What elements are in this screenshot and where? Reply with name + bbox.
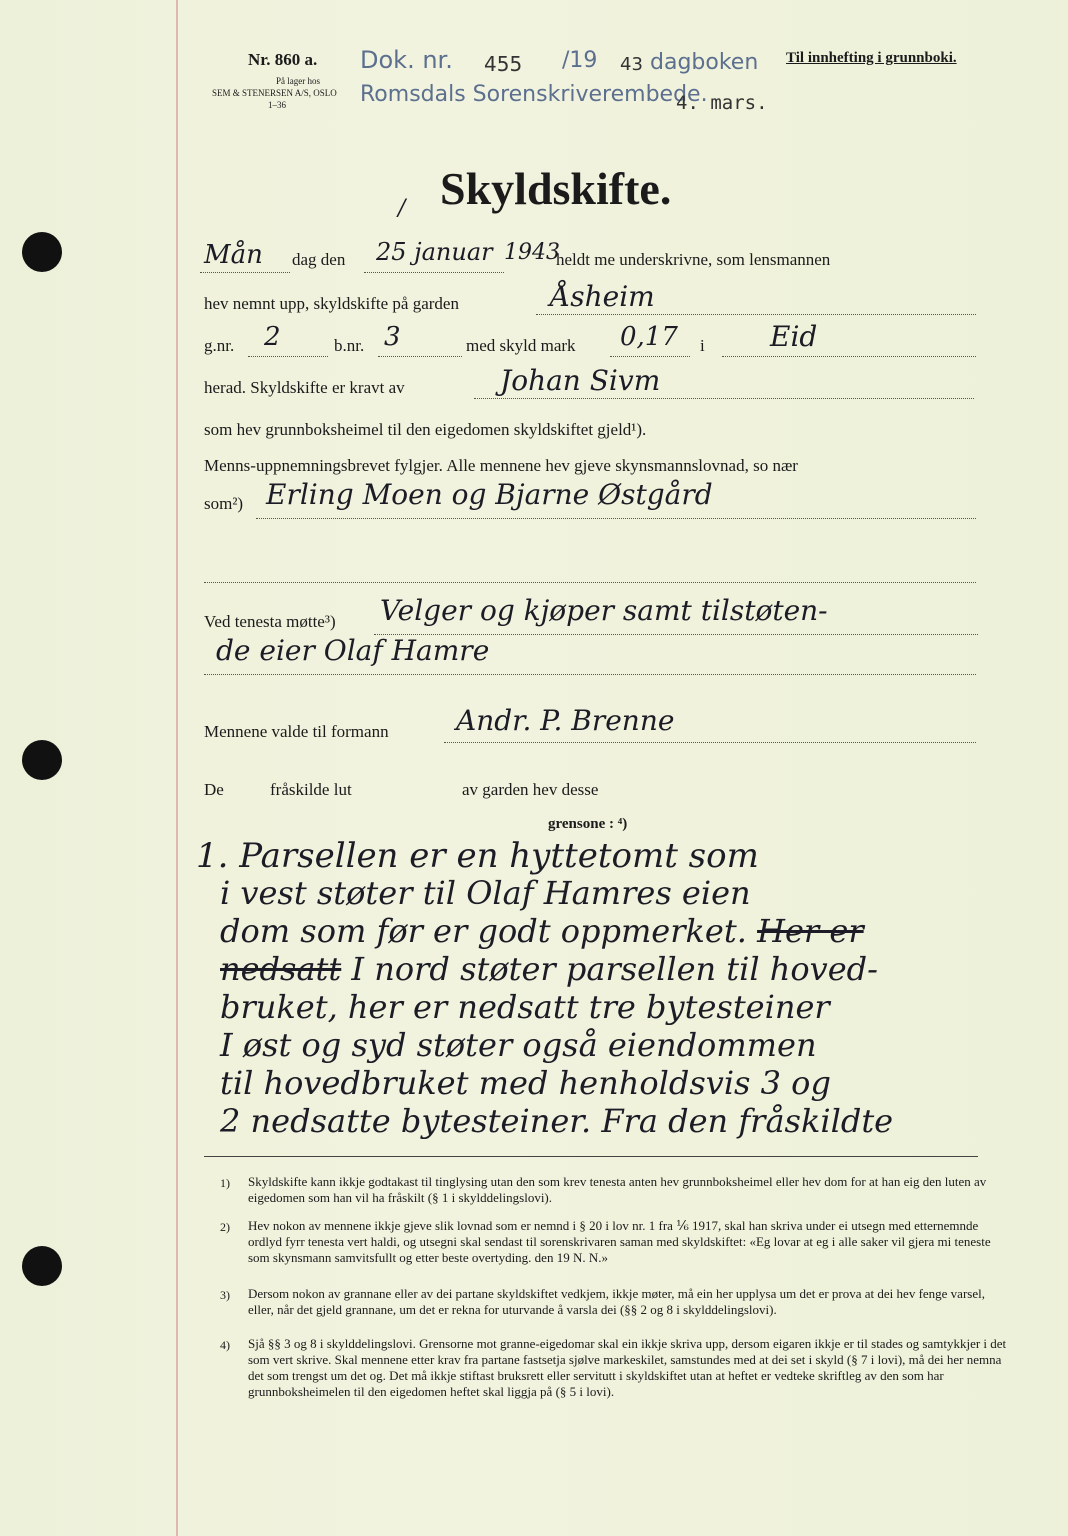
bnr-handwritten: 3 [384,322,401,352]
punch-hole-middle [22,740,62,780]
body-line-4-text: I nord støter parsellen til hoved- [351,950,878,988]
skyld-label: med skyld mark [466,336,576,355]
row2-label: hev nemnt upp, skyldskifte på garden [204,294,459,313]
top-right-note: Til innhefting i grunnboki. [786,50,957,66]
bnr-label: b.nr. [334,336,365,355]
body-line-8: 2 nedsatte bytesteiner. Fra den fråskildte [220,1102,894,1140]
footnote-divider [204,1156,978,1157]
mark-handwritten: 0,17 [620,322,678,352]
footnote-3-number: 3) [220,1288,230,1302]
row1-label2: heldt me underskrivne, som lensmannen [556,250,831,269]
footnote-1-number: 1) [220,1176,230,1190]
stamp-dok-number: 455 [484,52,523,76]
footnote-4-text: Sjå §§ 3 og 8 i skylddelingslovi. Grensorne mot granne-eigedomar skal ein ikkje skriva upp, dersom eigaren ikkje er til stades og samtykkjer i det som vert skrive. Skal mennene etter krav fra partane fastsetja sjølve markeskilet, samstundes med at dei set i skyld (§ 7 i lovi), må dei her nemna det som trengst um det og. Det må ikkje stiftast bruksrett eller servitutt i skyldskiftet utan at heftet er vedteke skriftleg av den som har grunnboksheimelen til den eigedomen heftet skal liggja på (§ 5 i lovi). [248,1336,1007,1399]
body-line-6: I øst og syd støter også eiendommen [220,1026,817,1064]
gnr-handwritten: 2 [264,322,281,352]
handwritten-mark: / [398,196,406,221]
attended-handwritten-1: Velger og kjøper samt tilstøten- [380,594,828,627]
gnr-label: g.nr. [204,336,235,355]
stamp-year: 43 [620,54,643,75]
body-line-3-struck: Her er [757,912,864,950]
body-line-3-text: dom som før er godt oppmerket. [220,912,747,950]
body-line-7: til hovedbruket med henholdsvis 3 og [220,1064,831,1102]
row10-label3: av garden hev desse [462,780,599,799]
row8-label: Ved tenesta møtte³) [204,612,336,631]
stamp-dok-label: Dok. nr. [360,46,453,74]
i-label: i [700,336,705,355]
row7-label: som²) [204,494,244,513]
footnote-2-number: 2) [220,1220,230,1234]
body-line-2: i vest støter til Olaf Hamres eien [220,874,751,912]
publisher-line3: 1–36 [268,100,286,110]
footnote-1-text: Skyldskifte kann ikkje godtakast til tinglysing utan den som krev tenesta anten hev grunnboksheimel eller hev dom for at han eig den luten av eigedomen som han vil ha fråskilt (§ 1 i skylddelingslovi). [248,1174,987,1205]
date-handwritten: 25 januar [376,238,493,266]
row1-label1: dag den [292,250,346,269]
farm-handwritten: Åsheim [550,280,655,313]
stamp-year-prefix: /19 [562,48,598,73]
footnote-4-number: 4) [220,1338,230,1352]
body-line-4 [220,950,878,988]
year-handwritten: 1943 [504,240,560,265]
footnote-2-text: Hev nokon av mennene ikkje gjeve slik lovnad som er nemnd i § 20 i lov nr. 1 fra ⅙ 1917, skal han skriva under ei utsegn med etternemnde ordlyd fyrr tenesta vert haldi, og utsegni skal sendast til sorenskrivaren saman med skyldskiftet: «Eg lovar at eg i alle saker vil gjera mi teneste som skynsmann samvitsfullt og etter beste overtyding. den 19 N. N.» [248,1218,991,1265]
publisher-line2: SEM & STENERSEN A/S, OSLO [212,88,337,98]
weekday-handwritten: Mån [204,240,263,270]
publisher-line1: På lager hos [276,76,320,86]
body-line-5: bruket, her er nedsatt tre bytesteiner [220,988,830,1026]
stamp-dagbok: dagboken [650,50,759,75]
place-handwritten: Eid [770,320,818,353]
row6-text: Menns-uppnemningsbrevet fylgjer. Alle mennene hev gjeve skynsmannslovnad, so nær [204,456,798,475]
requester-handwritten: Johan Sivm [500,364,661,397]
punch-hole-top [22,232,62,272]
body-line-1: 1. Parsellen er en hyttetomt som [196,836,759,876]
body-line-4-struck: nedsatt [220,950,342,988]
margin-line [176,0,178,1536]
form-number: Nr. 860 a. [248,50,318,69]
stamp-office: Romsdals Sorenskriverembede. [360,82,708,107]
stamp-date: 4. mars. [676,92,768,114]
punch-hole-bottom [22,1246,62,1286]
men-handwritten: Erling Moen og Bjarne Østgård [266,478,713,511]
row4-label: herad. Skyldskifte er kravt av [204,378,405,397]
body-line-3 [220,912,864,950]
chairman-handwritten: Andr. P. Brenne [456,704,675,737]
row5-text: som hev grunnboksheimel til den eigedomen skyldskiftet gjeld¹). [204,420,647,439]
attended-handwritten-2: de eier Olaf Hamre [216,634,490,667]
row10-label1: De [204,780,224,799]
grensone-label: grensone : ⁴) [548,816,628,832]
row9-label: Mennene valde til formann [204,722,389,741]
footnote-3-text: Dersom nokon av grannane eller av dei partane skyldskiftet vedkjem, ikkje møter, må ein her upplysa um det er prova at dei hev fenge varsel, eller, når det gjeld grannane, um det er rekna for uturvande å varsla dei (§§ 2 og 8 i skylddelingslovi). [248,1286,985,1317]
row10-label2: fråskilde lut [270,780,352,799]
document-title: Skyldskifte. [440,163,672,214]
